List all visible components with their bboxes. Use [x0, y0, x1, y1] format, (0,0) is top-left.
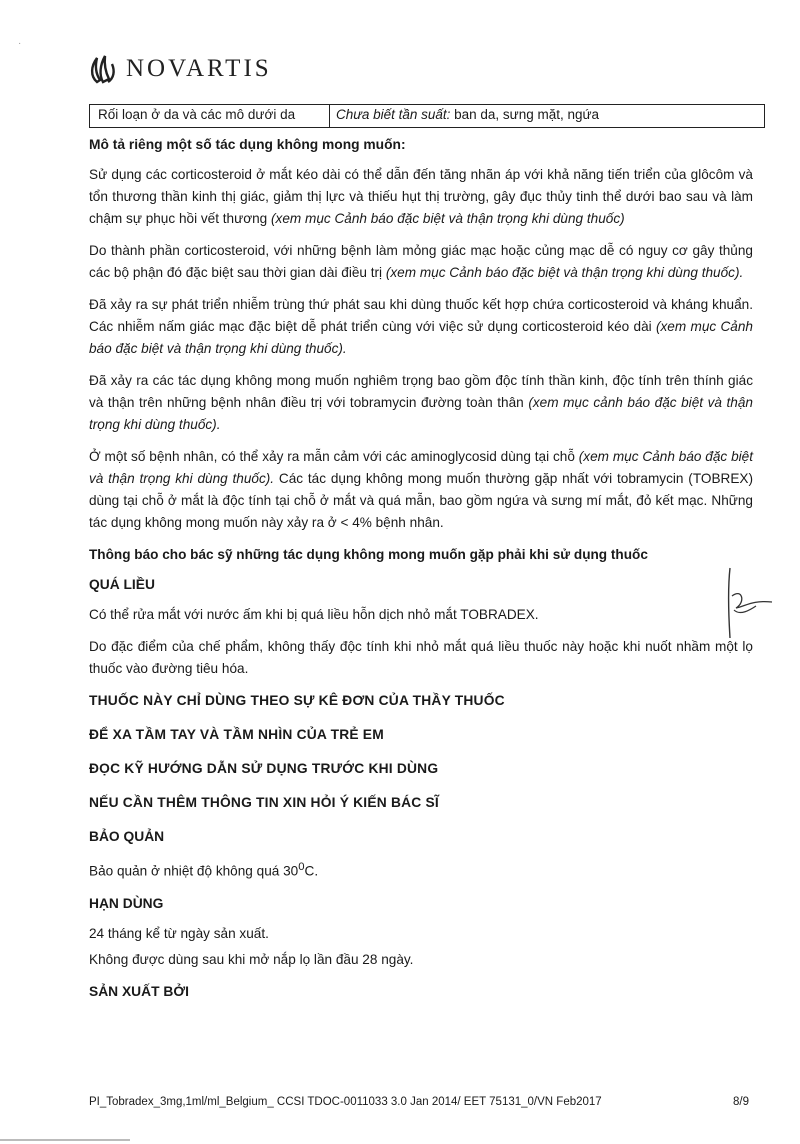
warning-ask-doctor: NẾU CẦN THÊM THÔNG TIN XIN HỎI Ý KIẾN BÁC SĨ: [89, 795, 439, 810]
scan-speck: ·: [18, 38, 22, 49]
brand-name: NOVARTIS: [126, 55, 272, 82]
notify-doctor-notice: Thông báo cho bác sỹ những tác dụng không mong muốn gặp phải khi sử dụng thuốc: [89, 547, 648, 562]
adverse-effects-table-row: [89, 104, 765, 128]
frequency-effects: ban da, sưng mặt, ngứa: [450, 107, 600, 122]
storage-heading: BẢO QUẢN: [89, 829, 165, 844]
overdose-paragraph-1: Có thể rửa mắt với nước ấm khi bị quá liều hỗn dịch nhỏ mắt TOBRADEX.: [89, 607, 539, 622]
paragraph-sensitivity: Ở một số bệnh nhân, có thể xảy ra mẫn cảm với các aminoglycosid dùng tại chỗ (xem mục Cảnh báo đặc biệt và thận trọng khi dùng thuốc). Các tác dụng không mong muốn thường gặp nhất với tobramycin (TOBREX) dùng tại chỗ ở mắt là độc tính tại chỗ ở mắt và quá mẫn, bao gồm ngứa và sưng mí mắt, đỏ kết mạc. Những tác dụng không mong muốn này xảy ra ở < 4% bệnh nhân.: [89, 449, 753, 530]
frequency-label: Chưa biết tần suất:: [336, 107, 451, 122]
document-reference: PI_Tobradex_3mg,1ml/ml_Belgium_ CCSI TDOC-0011033 3.0 Jan 2014/ EET 75131_0/VN Feb2017: [89, 1096, 602, 1108]
side-effects-heading: Mô tả riêng một số tác dụng không mong muốn:: [89, 137, 406, 152]
expiry-paragraph-1: 24 tháng kể từ ngày sản xuất.: [89, 925, 269, 941]
paragraph-infection: Đã xảy ra sự phát triển nhiễm trùng thứ phát sau khi dùng thuốc kết hợp chứa corticosteroid và kháng khuẩn. Các nhiễm nấm giác mạc đặc biệt dễ phát triển cùng với việc sử dụng corticosteroid kéo dài (xem mục Cảnh báo đặc biệt và thận trọng khi dùng thuốc).: [89, 297, 753, 356]
page-number: 8/9: [733, 1096, 749, 1108]
novartis-flame-icon: [88, 52, 116, 86]
paragraph-thinning: Do thành phần corticosteroid, với những bệnh làm mỏng giác mạc hoặc củng mạc dễ có nguy cơ gây thủng các bộ phận đó đặc biệt sau thời gian dài điều trị (xem mục Cảnh báo đặc biệt và thận trọng khi dùng thuốc).: [89, 243, 753, 280]
warning-children: ĐỂ XA TẦM TAY VÀ TẦM NHÌN CỦA TRẺ EM: [89, 727, 384, 742]
manufacturer-heading: SẢN XUẤT BỞI: [89, 983, 189, 999]
expiry-heading: HẠN DÙNG: [89, 895, 164, 911]
novartis-logo: [88, 52, 272, 86]
page-footer: [89, 1096, 749, 1108]
frequency-cell: [330, 105, 764, 127]
document-body: [89, 134, 753, 1011]
overdose-heading: QUÁ LIỀU: [89, 577, 155, 592]
expiry-paragraph-2: Không được dùng sau khi mở nắp lọ lần đầu 28 ngày.: [89, 951, 414, 967]
handwritten-signature: [722, 566, 782, 646]
paragraph-toxicity: Đã xảy ra các tác dụng không mong muốn nghiêm trọng bao gồm độc tính thần kinh, độc tính trên thính giác và thận trên những bệnh nhân điều trị với tobramycin đường toàn thân (xem mục cảnh báo đặc biệt và thận trọng khi dùng thuốc).: [89, 373, 753, 432]
warning-read-instructions: ĐỌC KỸ HƯỚNG DẪN SỬ DỤNG TRƯỚC KHI DÙNG: [89, 761, 439, 776]
storage-paragraph: Bảo quản ở nhiệt độ không quá $30^0C$.: [89, 861, 319, 879]
overdose-paragraph-2: Do đặc điểm của chế phẩm, không thấy độc tính khi nhỏ mắt quá liều thuốc này hoặc khi nuốt nhầm một lọ thuốc vào đường tiêu hóa.: [89, 639, 753, 676]
scan-edge-mark: [0, 1139, 130, 1141]
paragraph-corticosteroid: Sử dụng các corticosteroid ở mắt kéo dài có thể dẫn đến tăng nhãn áp với khả năng tiến triển của glôcôm và tổn thương thần kinh thị giác, giảm thị lực và thiếu hụt thị trường, gây đục thủy tinh thể dưới bao sau và làm chậm sự phục hồi vết thương (xem mục Cảnh báo đặc biệt và thận trọng khi dùng thuốc): [89, 167, 753, 226]
organ-class-cell: Rối loạn ở da và các mô dưới da: [90, 105, 330, 127]
warning-prescription: THUỐC NÀY CHỈ DÙNG THEO SỰ KÊ ĐƠN CỦA THẦY THUỐC: [89, 693, 505, 708]
